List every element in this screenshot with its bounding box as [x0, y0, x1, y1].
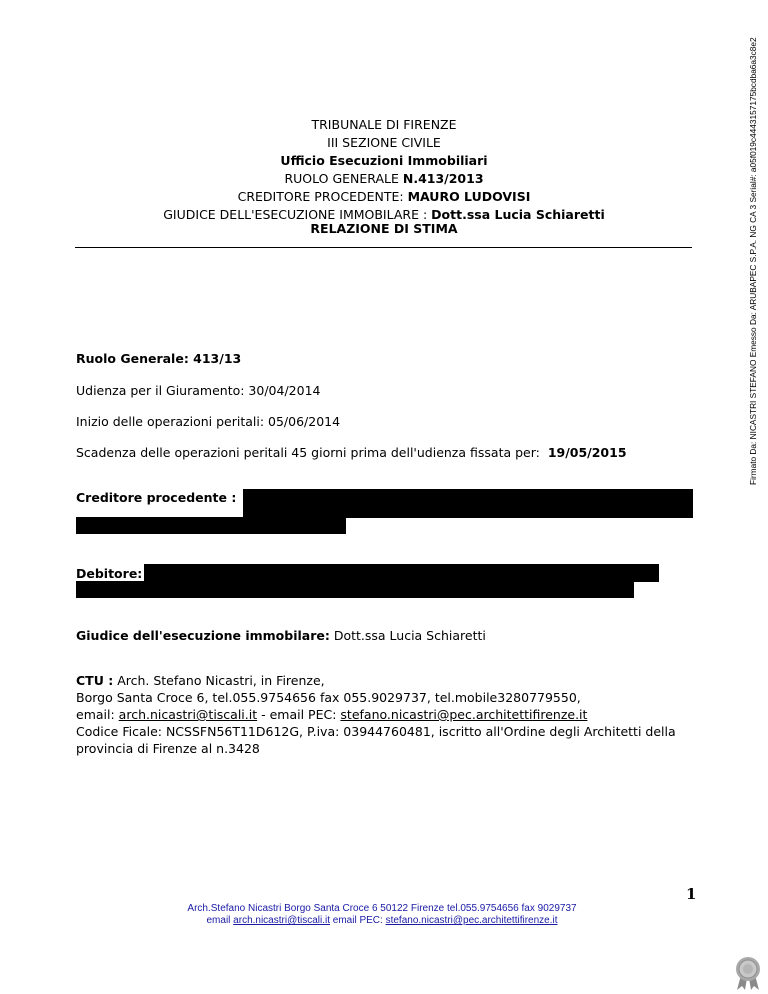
ctu-email-link[interactable]: arch.nicastri@tiscali.it [118, 707, 258, 722]
redaction-bar [76, 517, 346, 534]
inizio-operazioni: Inizio delle operazioni peritali: 05/06/2014 [76, 414, 341, 429]
debitore-label: Debitore: [76, 566, 143, 581]
ctu-line-2: Borgo Santa Croce 6, tel.055.9754656 fax 055.9029737, tel.mobile3280779550, [76, 690, 581, 705]
ctu-line-3: email: arch.nicastri@tiscali.it - email PEC: stefano.nicastri@pec.architettifirenze.it [76, 707, 588, 722]
giudice-value: Dott.ssa Lucia Schiaretti [333, 628, 486, 643]
footer-contacts: email arch.nicastri@tiscali.it email PEC: stefano.nicastri@pec.architettifirenze.it [206, 915, 558, 926]
creditore-label: Creditore procedente : [76, 490, 237, 505]
ruolo-generale-label: Ruolo Generale: 413/13 [76, 351, 242, 366]
redaction-bar [76, 581, 634, 598]
ctu-line-5: provincia di Firenze al n.3428 [76, 741, 260, 756]
page-number: 1 [686, 885, 697, 903]
ruolo-generale-line: RUOLO GENERALE N.413/2013 [284, 171, 484, 186]
document-title: RELAZIONE DI STIMA [310, 221, 458, 236]
page-footer [76, 903, 688, 927]
title-divider [75, 247, 692, 248]
ctu-line-4: Codice Ficale: NCSSFN56T11D612G, P.iva: 03944760481, iscritto all'Ordine degli Architetti della [76, 724, 676, 739]
ctu-line-1: CTU : Arch. Stefano Nicastri, in Firenze, [76, 673, 325, 688]
redaction-bar [243, 489, 693, 518]
document-header [0, 116, 768, 224]
ctu-pec-link[interactable]: stefano.nicastri@pec.architettifirenze.it [340, 707, 588, 722]
scadenza-operazioni: Scadenza delle operazioni peritali 45 giorni prima dell'udienza fissata per: 19/05/2015 [76, 445, 627, 460]
udienza-giuramento: Udienza per il Giuramento: 30/04/2014 [76, 383, 321, 398]
court-section: III SEZIONE CIVILE [327, 135, 441, 150]
certificate-seal-icon [730, 955, 766, 991]
scadenza-date: 19/05/2015 [547, 445, 627, 460]
redaction-bar [144, 564, 659, 582]
giudice-label: Giudice dell'esecuzione immobilare: [76, 628, 330, 643]
ctu-block [76, 672, 701, 757]
signature-text: Firmato Da: NICASTRI STEFANO Emesso Da: ARUBAPEC S.P.A. NG CA 3 Serial#: a05f019c4443157175bcdba6a3c8e2 [748, 37, 758, 485]
footer-address: Arch.Stefano Nicastri Borgo Santa Croce 6 50122 Firenze tel.055.9754656 fax 9029737 [187, 903, 577, 914]
office-name: Ufficio Esecuzioni Immobiliari [280, 153, 488, 168]
court-name: TRIBUNALE DI FIRENZE [311, 117, 457, 132]
footer-pec-link[interactable]: stefano.nicastri@pec.architettifirenze.it [385, 915, 558, 926]
judge-line: GIUDICE DELL'ESECUZIONE IMMOBILARE : Dott.ssa Lucia Schiaretti [163, 207, 605, 222]
footer-email-link[interactable]: arch.nicastri@tiscali.it [233, 915, 331, 926]
creditor-line: CREDITORE PROCEDENTE: MAURO LUDOVISI [237, 189, 531, 204]
giudice-line [76, 628, 486, 643]
